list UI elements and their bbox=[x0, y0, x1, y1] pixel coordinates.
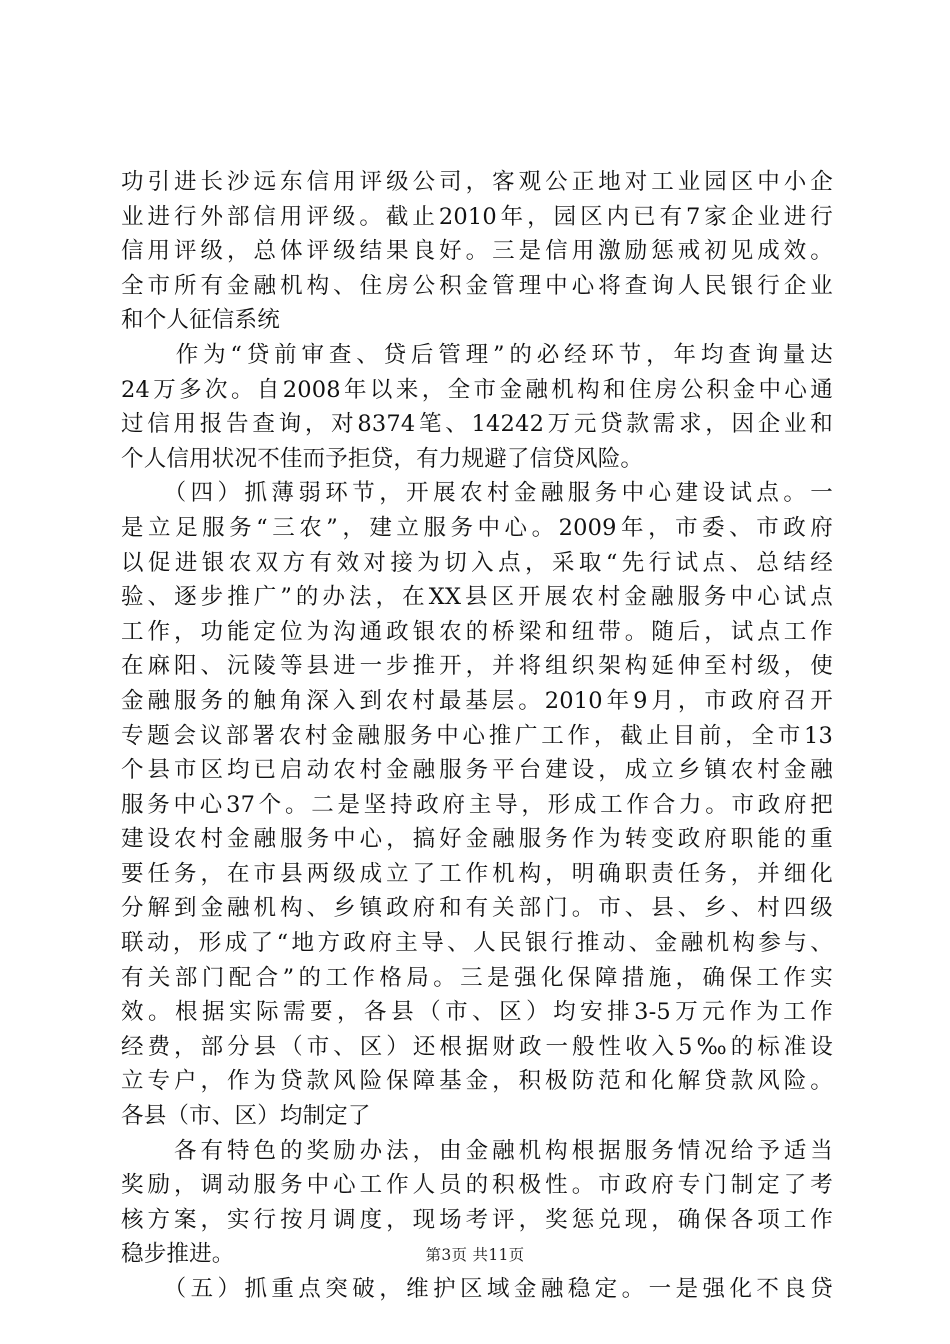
text-line: 作为“贷前审查、贷后管理”的必经环节，年均查询量达 bbox=[121, 341, 833, 368]
text-line: 在麻阳、沅陵等县进一步推开，并将组织架构延伸至村级，使 bbox=[121, 653, 833, 680]
text-line: 服务中心37个。二是坚持政府主导，形成工作合力。市政府把 bbox=[121, 791, 833, 818]
text-line: 核方案，实行按月调度，现场考评，奖惩兑现，确保各项工作 bbox=[121, 1206, 833, 1233]
text-line: 效。根据实际需要，各县（市、区）均安排3-5万元作为工作 bbox=[121, 999, 833, 1026]
text-line: 全市所有金融机构、住房公积金管理中心将查询人民银行企业 bbox=[121, 272, 833, 299]
text-line: 要任务，在市县两级成立了工作机构，明确职责任务，并细化 bbox=[121, 860, 833, 887]
text-line: 24万多次。自2008年以来，全市金融机构和住房公积金中心通 bbox=[121, 376, 833, 403]
text-line: 稳步推进。 bbox=[121, 1241, 235, 1268]
page-footer: 第3页 共11页 bbox=[425, 1246, 525, 1264]
text-line: 金融服务的触角深入到农村最基层。2010年9月，市政府召开 bbox=[121, 687, 833, 714]
text-line: 业进行外部信用评级。截止2010年，园区内已有7家企业进行 bbox=[121, 203, 833, 230]
text-line: （五）抓重点突破，维护区域金融稳定。一是强化不良贷 bbox=[121, 1276, 833, 1302]
text-line: （四）抓薄弱环节，开展农村金融服务中心建设试点。一 bbox=[121, 480, 833, 507]
text-line: 验、逐步推广”的办法，在XX县区开展农村金融服务中心试点 bbox=[121, 584, 833, 611]
text-line: 过信用报告查询，对8374笔、14242万元贷款需求，因企业和 bbox=[121, 411, 833, 438]
text-line: 分解到金融机构、乡镇政府和有关部门。市、县、乡、村四级 bbox=[121, 895, 833, 922]
text-line: 信用评级，总体评级结果良好。三是信用激励惩戒初见成效。 bbox=[121, 238, 833, 265]
text-line: 奖励，调动服务中心工作人员的积极性。市政府专门制定了考 bbox=[121, 1172, 833, 1199]
text-line: 各有特色的奖励办法，由金融机构根据服务情况给予适当 bbox=[121, 1137, 833, 1164]
document-body bbox=[121, 165, 833, 1307]
text-line: 专题会议部署农村金融服务中心推广工作，截止目前，全市13 bbox=[121, 722, 833, 749]
text-line: 经费，部分县（市、区）还根据财政一般性收入5‰的标准设 bbox=[121, 1033, 833, 1060]
text-line: 立专户，作为贷款风险保障基金，积极防范和化解贷款风险。 bbox=[121, 1068, 833, 1095]
text-line: 以促进银农双方有效对接为切入点，采取“先行试点、总结经 bbox=[121, 549, 833, 576]
text-line: 功引进长沙远东信用评级公司，客观公正地对工业园区中小企 bbox=[121, 169, 833, 195]
text-line: 联动，形成了“地方政府主导、人民银行推动、金融机构参与、 bbox=[121, 930, 833, 957]
text-line: 各县（市、区）均制定了 bbox=[121, 1103, 371, 1130]
text-line: 和个人征信系统 bbox=[121, 307, 280, 334]
text-line: 是立足服务“三农”，建立服务中心。2009年，市委、市政府 bbox=[121, 514, 833, 541]
text-line: 建设农村金融服务中心，搞好金融服务作为转变政府职能的重 bbox=[121, 826, 833, 853]
text-line: 个县市区均已启动农村金融服务平台建设，成立乡镇农村金融 bbox=[121, 757, 833, 784]
text-line: 个人信用状况不佳而予拒贷，有力规避了信贷风险。 bbox=[121, 445, 644, 472]
text-line: 工作，功能定位为沟通政银农的桥梁和纽带。随后，试点工作 bbox=[121, 618, 833, 645]
text-line: 有关部门配合”的工作格局。三是强化保障措施，确保工作实 bbox=[121, 964, 833, 991]
